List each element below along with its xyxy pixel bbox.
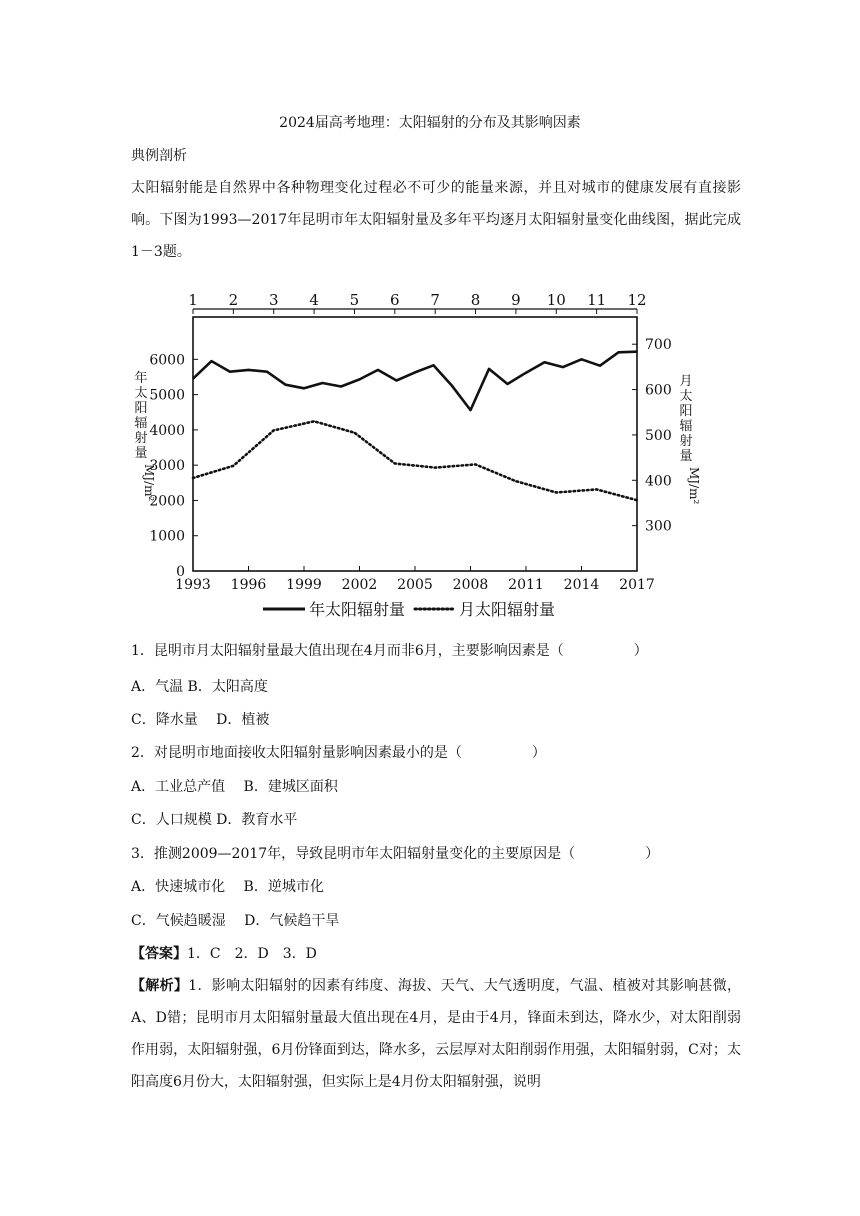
annual-radiation-point bbox=[303, 388, 305, 390]
answer-text: 1．C 2．D 3．D bbox=[187, 946, 317, 962]
monthly-radiation-point bbox=[556, 492, 558, 494]
y-left-tick-label: 1000 bbox=[149, 528, 185, 545]
x-top-tick-label: 3 bbox=[268, 291, 279, 309]
legend-monthly-label: 月太阳辐射量 bbox=[459, 600, 556, 619]
x-top-tick-label: 9 bbox=[511, 291, 521, 309]
annual-radiation-point bbox=[340, 386, 342, 388]
analysis-label: 【解析】 bbox=[131, 978, 189, 994]
annual-radiation-point bbox=[636, 351, 638, 353]
y-left-axis-label-unit: MJ/m² bbox=[142, 464, 156, 502]
x-bottom-tick-label: 2014 bbox=[563, 577, 600, 593]
annual-radiation-point bbox=[544, 361, 546, 363]
section-heading: 典例剖析 bbox=[131, 148, 187, 164]
annual-radiation-point bbox=[507, 383, 509, 385]
x-bottom-tick-label: 2011 bbox=[508, 577, 544, 593]
y-left-tick-label: 2000 bbox=[149, 493, 185, 510]
x-top-tick-label: 7 bbox=[430, 291, 440, 309]
answer-label: 【答案】 bbox=[131, 946, 187, 962]
question-2-stem: 2．对昆明市地面接收太阳辐射量影响因素最小的是（ ） bbox=[131, 745, 546, 761]
annual-radiation-point bbox=[562, 366, 564, 368]
monthly-radiation-point bbox=[354, 432, 356, 434]
y-right-tick-label: 400 bbox=[645, 473, 672, 490]
y-right-tick-label: 700 bbox=[645, 337, 672, 354]
annual-radiation-point bbox=[211, 360, 213, 362]
question-3-stem: 3．推测2009—2017年，导致昆明市年太阳辐射量变化的主要原因是（ ） bbox=[131, 846, 660, 862]
annual-radiation-point bbox=[618, 352, 620, 354]
y-right-tick-label: 500 bbox=[645, 427, 672, 444]
x-bottom-tick-label: 1993 bbox=[175, 577, 211, 593]
y-right-axis-label-char: 月 bbox=[679, 374, 693, 389]
x-top-tick-label: 1 bbox=[188, 291, 198, 309]
y-right-tick-label: 300 bbox=[645, 518, 672, 535]
y-right-axis-label-unit: MJ/m² bbox=[687, 467, 701, 505]
annual-radiation-point bbox=[599, 365, 601, 367]
annual-radiation-point bbox=[525, 372, 527, 374]
x-top-tick-label: 5 bbox=[349, 291, 360, 309]
legend-annual-label: 年太阳辐射量 bbox=[309, 600, 406, 619]
y-right-axis-label-char: 量 bbox=[679, 449, 693, 464]
x-top-tick-label: 10 bbox=[546, 291, 566, 309]
intro-paragraph: 太阳辐射能是自然界中各种物理变化过程必不可少的能量来源，并且对城市的健康发展有直接影响。下图为1993—2017年昆明市年太阳辐射量及多年平均逐月太阳辐射量变化曲线图，据此完成1－3题。 bbox=[131, 180, 741, 260]
annual-radiation-point bbox=[322, 382, 324, 384]
y-left-tick-label: 5000 bbox=[149, 387, 185, 404]
y-left-tick-label: 4000 bbox=[149, 422, 185, 439]
question-1-options-a: A．气温 B．太阳高度 bbox=[131, 679, 268, 695]
annual-radiation-point bbox=[414, 372, 416, 374]
annual-radiation-point bbox=[377, 369, 379, 371]
y-left-axis-label-char: 阳 bbox=[134, 401, 148, 416]
y-left-axis-label-char: 年 bbox=[134, 371, 148, 386]
annual-radiation-point bbox=[396, 380, 398, 382]
annual-radiation-point bbox=[285, 384, 287, 386]
answer-line bbox=[131, 943, 317, 963]
monthly-radiation-point bbox=[515, 480, 517, 482]
x-bottom-tick-label: 2002 bbox=[341, 577, 378, 593]
document-title: 2024届高考地理：太阳辐射的分布及其影响因素 bbox=[279, 115, 581, 131]
annual-radiation-point bbox=[433, 365, 435, 367]
y-left-axis-label-char: 辐 bbox=[134, 416, 148, 431]
x-bottom-tick-label: 2008 bbox=[452, 577, 489, 593]
annual-radiation-point bbox=[470, 409, 472, 411]
x-top-tick-label: 2 bbox=[228, 291, 239, 309]
annual-radiation-point bbox=[581, 359, 583, 361]
y-right-axis-label-char: 阳 bbox=[679, 404, 693, 419]
x-top-tick-label: 11 bbox=[587, 291, 607, 309]
annual-radiation-point bbox=[248, 369, 250, 371]
monthly-radiation-point bbox=[394, 463, 396, 465]
x-top-tick-label: 6 bbox=[390, 291, 400, 309]
x-top-tick-label: 12 bbox=[627, 291, 647, 309]
question-3-options-a: A．快速城市化 B．逆城市化 bbox=[131, 879, 324, 895]
y-left-axis-label-char: 射 bbox=[134, 431, 148, 446]
x-bottom-tick-label: 1996 bbox=[230, 577, 267, 593]
question-2-options-a: A．工业总产值 B．建城区面积 bbox=[131, 779, 338, 795]
question-2-options-c: C．人口规模 D．教育水平 bbox=[131, 812, 298, 828]
y-right-axis-label-char: 辐 bbox=[679, 419, 693, 434]
monthly-radiation-point bbox=[233, 465, 235, 467]
annual-radiation-line bbox=[193, 352, 637, 411]
y-left-axis-label-char: 量 bbox=[134, 446, 148, 461]
y-left-tick-label: 6000 bbox=[149, 352, 185, 369]
monthly-radiation-point bbox=[192, 477, 194, 479]
annual-radiation-point bbox=[192, 378, 194, 380]
y-left-tick-label: 3000 bbox=[149, 458, 185, 475]
annual-radiation-point bbox=[359, 379, 361, 381]
x-top-tick-label: 8 bbox=[470, 291, 481, 309]
radiation-chart bbox=[125, 287, 701, 632]
question-3-options-c: C．气候趋暖湿 D．气候趋干旱 bbox=[131, 913, 340, 929]
x-bottom-tick-label: 1999 bbox=[286, 577, 322, 593]
analysis-paragraph bbox=[131, 970, 741, 1098]
x-bottom-tick-label: 2017 bbox=[619, 577, 655, 593]
monthly-radiation-point bbox=[475, 464, 477, 466]
y-right-tick-label: 600 bbox=[645, 382, 672, 399]
x-top-tick-label: 4 bbox=[309, 291, 319, 309]
y-right-axis-label-char: 射 bbox=[679, 434, 693, 449]
annual-radiation-point bbox=[488, 368, 490, 370]
y-right-axis-label-char: 太 bbox=[679, 389, 693, 404]
monthly-radiation-point bbox=[434, 467, 436, 469]
monthly-radiation-point bbox=[596, 489, 598, 491]
annual-radiation-point bbox=[229, 371, 231, 373]
annual-radiation-point bbox=[266, 371, 268, 373]
analysis-text: 1．影响太阳辐射的因素有纬度、海拔、天气、大气透明度，气温、植被对其影响甚微，A、D错；昆明市月太阳辐射量最大值出现在4月，是由于4月，锋面未到达，降水少，对太阳削弱作用弱，太阳辐射强，6月份锋面到达，降水多，云层厚对太阳削弱作用强，太阳辐射弱，C对；太阳高度6月份大，太阳辐射强，但实际上是4月份太阳辐射强，说明 bbox=[131, 978, 742, 1090]
x-bottom-tick-label: 2005 bbox=[397, 577, 433, 593]
y-left-tick-label: 0 bbox=[176, 564, 185, 580]
monthly-radiation-point bbox=[636, 499, 638, 501]
question-1-options-c: C．降水量 D．植被 bbox=[131, 712, 270, 728]
annual-radiation-point bbox=[451, 385, 453, 387]
monthly-radiation-point bbox=[273, 430, 275, 432]
y-left-axis-label-char: 太 bbox=[134, 386, 148, 401]
monthly-radiation-line bbox=[193, 421, 637, 500]
question-1-stem: 1．昆明市月太阳辐射量最大值出现在4月而非6月，主要影响因素是（ ） bbox=[131, 643, 648, 659]
monthly-radiation-point bbox=[313, 421, 315, 423]
